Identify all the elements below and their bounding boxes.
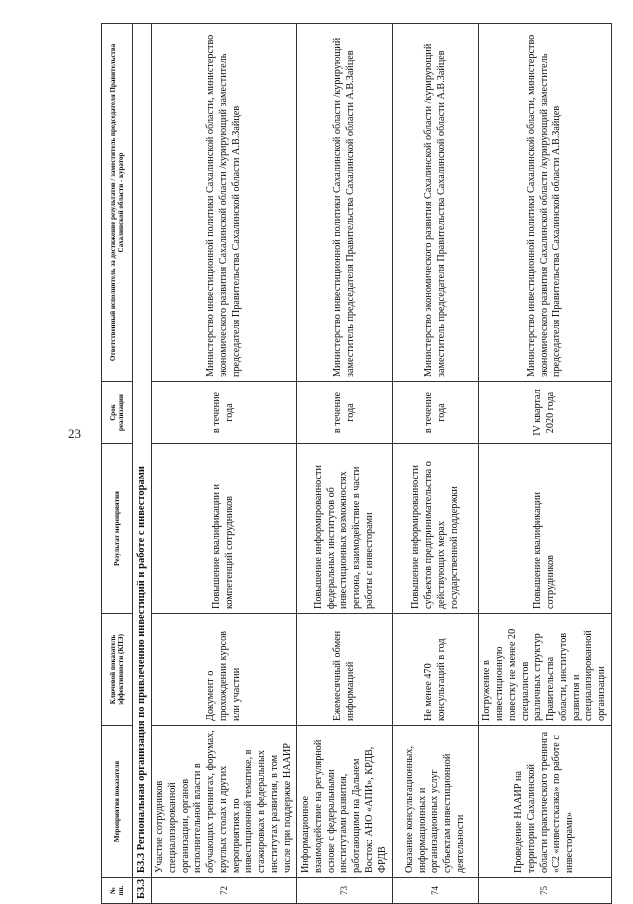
page-number: 23	[68, 426, 81, 441]
row-responsible: Министерство инвестиционной политики Сахалинской области, министерство экономического развития Сахалинской области /курирующий заместитель председателя Правительства Сахалинской области А.В.Зайцев	[152, 24, 297, 382]
row-term: в течение года	[152, 382, 297, 444]
header-result: Результат мероприятия	[102, 444, 133, 614]
row-kpi: Не менее 470 консультаций в год	[393, 614, 479, 726]
row-measure: Участие сотрудников специализированной организации, органов исполнительной власти в обучающих тренингах, форумах, круглых столах и других мероприятиях по инвестиционной тематике, в стажировках в федеральных институтах развития, в том числе при поддержке НААИР	[152, 726, 297, 878]
section-code: Б3.3	[133, 878, 152, 904]
row-num: 73	[297, 878, 393, 904]
row-responsible: Министерство инвестиционной политики Сахалинской области, министерство экономического развития Сахалинской области /курирующий заместитель председателя Правительства Сахалинской области А.В.Зайцев	[479, 24, 612, 382]
row-result: Повышение квалификации и компетенций сотрудников	[152, 444, 297, 614]
table-row	[479, 24, 612, 904]
header-term: Срок реализации	[102, 382, 133, 444]
row-measure: Информационное взаимодействие на регулярной основе с федеральными институтами развития, работающими на Дальнем Восток: АНО «АПИ», КРДВ, ФРДВ	[297, 726, 393, 878]
row-term: IV квартал 2020 года	[479, 382, 612, 444]
header-kpi: Ключевой показатель эффективности (КПЭ)	[102, 614, 133, 726]
row-term: в течение года	[393, 382, 479, 444]
table-row	[297, 24, 393, 904]
section-row	[133, 24, 152, 904]
header-responsible: Ответственный исполнитель за достижение результатов / заместитель председателя Правительства Сахалинской области - куратор	[102, 24, 133, 382]
section-title: Б3.3 Региональная организация по привлечению инвестиций и работе с инвесторами	[133, 24, 152, 878]
rotated-table-wrapper	[101, 0, 609, 904]
row-num: 72	[152, 878, 297, 904]
header-measure: Мероприятия показателя	[102, 726, 133, 878]
row-term: в течение года	[297, 382, 393, 444]
row-result: Повышение квалификации сотрудников	[479, 444, 612, 614]
row-kpi: Документ о прохождении курсов или участии	[152, 614, 297, 726]
row-result: Повышение информированности субъектов предпринимательства о действующих мерах государственной поддержки	[393, 444, 479, 614]
row-responsible: Министерство инвестиционной политики Сахалинской области /курирующий заместитель председателя Правительства Сахалинской области А.В.Зайцев	[297, 24, 393, 382]
row-measure: Оказание консультационных, информационных и организационных услуг субъектам инвестиционной деятельности	[393, 726, 479, 878]
header-num: № пп.	[102, 878, 133, 904]
table-header-row	[102, 24, 133, 904]
table-row	[393, 24, 479, 904]
row-result: Повышение информированности федеральных институтов об инвестиционных возможностях региона, взаимодействие в части работы с инвесторами	[297, 444, 393, 614]
table-row	[152, 24, 297, 904]
row-measure: Проведение НААИР на территории Сахалинской области практического тренинга «С2 «инвестсказка» по работе с инвесторами»	[479, 726, 612, 878]
row-num: 74	[393, 878, 479, 904]
row-responsible: Министерство экономического развития Сахалинской области /курирующий заместитель председателя Правительства Сахалинской области А.В.Зайцев	[393, 24, 479, 382]
row-kpi: Ежемесячный обмен информацией	[297, 614, 393, 726]
row-num: 75	[479, 878, 612, 904]
row-kpi: Погружение в инвестиционную повестку не менее 20 специалистов различных структур Правительства области, институтов развития и специализированной организации	[479, 614, 612, 726]
measures-table	[101, 23, 612, 904]
